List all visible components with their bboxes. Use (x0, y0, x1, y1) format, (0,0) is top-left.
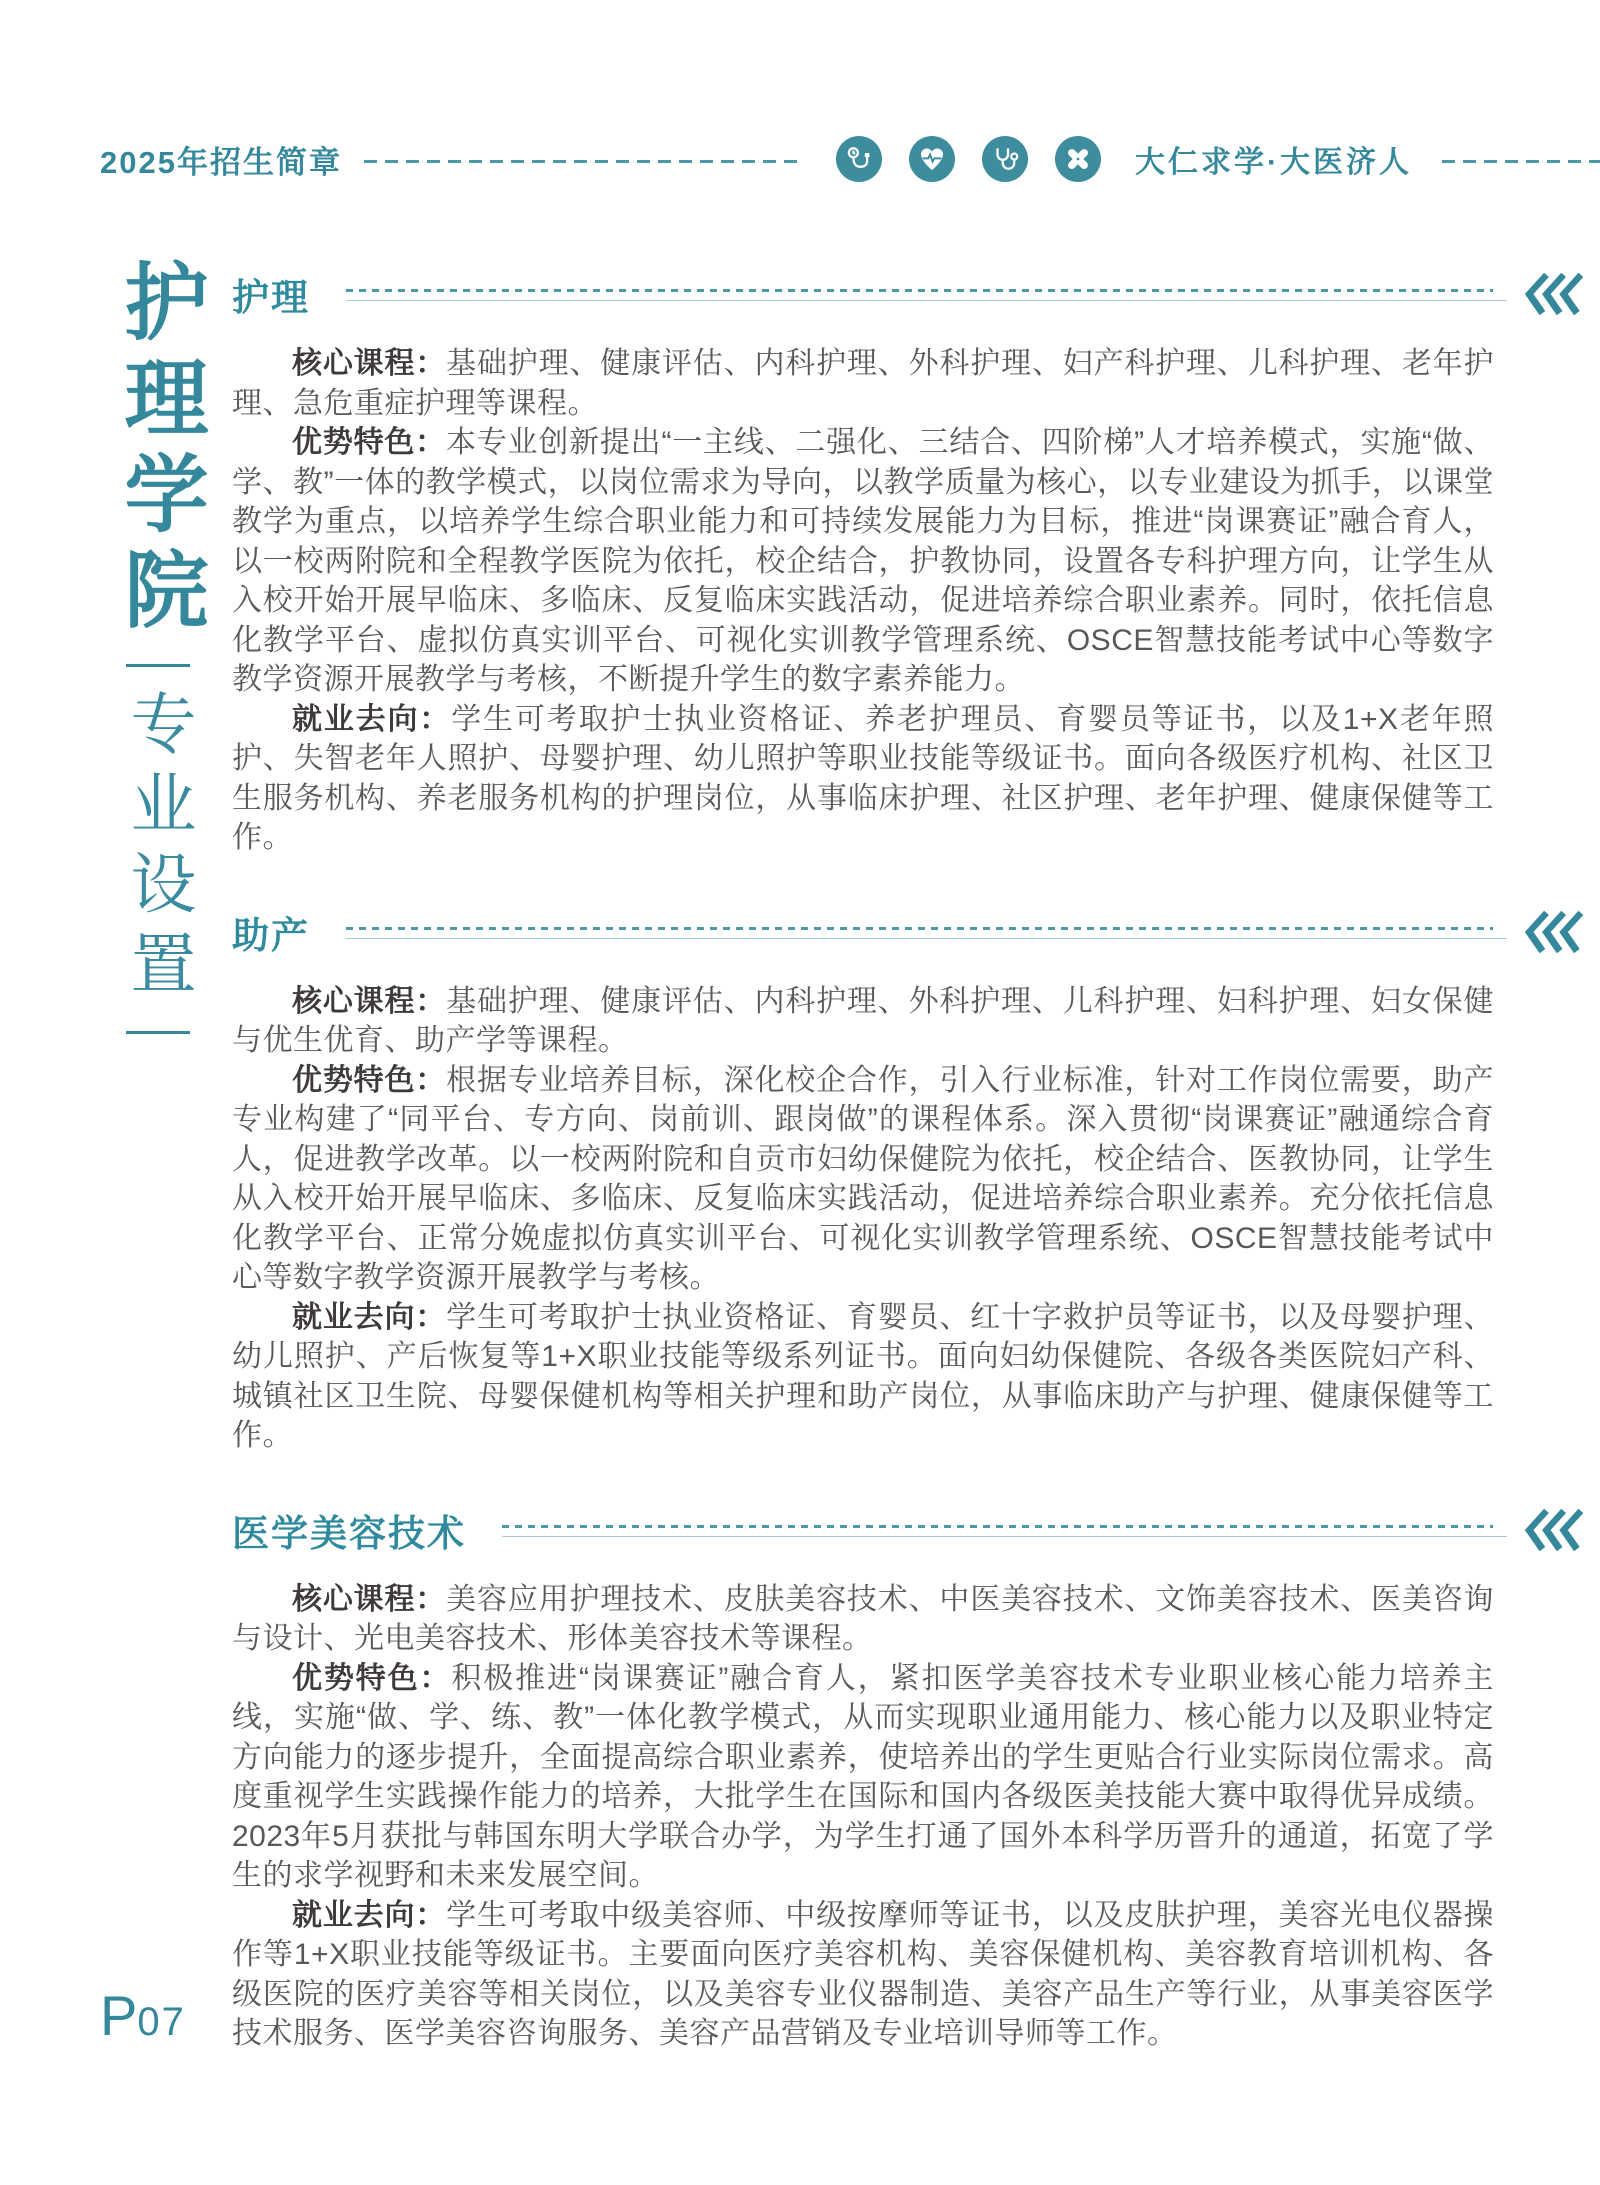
main-content (232, 270, 1585, 2054)
triple-chevron-icon (1521, 272, 1588, 316)
section-header (232, 1506, 1585, 1554)
paragraph-text: 基础护理、健康评估、内科护理、外科护理、妇产科护理、儿科护理、老年护理、急危重症护理等课程。 (232, 347, 1495, 420)
paragraph-label: 核心课程： (292, 1582, 447, 1616)
major-section-medical-cosmetology (232, 1506, 1585, 2054)
college-name-vertical: 护理学院 (112, 258, 205, 642)
paragraph-features (232, 1659, 1494, 1896)
paragraph-text: 学生可考取护士执业资格证、养老护理员、育婴员等证书，以及1+X老年照护、失智老年人照护、母婴护理、幼儿照护等职业技能等级证书。面向各级医疗机构、社区卫生服务机构、养老服务机构的护理岗位，从事临床护理、社区护理、老年护理、健康保健等工作。 (232, 702, 1495, 854)
paragraph-employment (232, 1298, 1494, 1456)
stethoscope-icon (982, 136, 1028, 182)
paragraph-text: 基础护理、健康评估、内科护理、外科护理、儿科护理、妇科护理、妇女保健与优生优育、助产学等课程。 (232, 984, 1495, 1057)
paragraph-label: 就业去向： (292, 1300, 447, 1334)
page-number-value: 07 (137, 1999, 186, 2044)
paragraph-features (232, 1061, 1494, 1298)
paragraph-core-courses (232, 982, 1494, 1061)
header-icon-group (836, 136, 1101, 182)
paragraph-label: 就业去向： (292, 1898, 447, 1932)
paragraph-text: 美容应用护理技术、皮肤美容技术、中医美容技术、文饰美容技术、医美咨询与设计、光电美容技术、形体美容技术等课程。 (232, 1582, 1495, 1655)
paragraph-text: 学生可考取中级美容师、中级按摩师等证书，以及皮肤护理，美容光电仪器操作等1+X职业技能等级证书。主要面向医疗美容机构、美容保健机构、美容教育培训机构、各级医院的医疗美容等相关岗位，以及美容专业仪器制造、美容产品生产等行业，从事美容医学技术服务、医学美容咨询服务、美容产品营销及专业培训导师等工作。 (232, 1898, 1495, 2050)
header-dash-right (1442, 160, 1600, 163)
section-header (232, 908, 1585, 956)
paragraph-label: 优势特色： (292, 1063, 447, 1097)
triple-chevron-icon (1521, 910, 1588, 954)
section-dash-line (346, 289, 1493, 301)
heart-pulse-icon (909, 136, 955, 182)
sidebar-divider-top (126, 664, 190, 667)
sidebar (94, 258, 222, 1056)
paragraph-label: 核心课程： (292, 347, 447, 380)
section-body (232, 982, 1494, 1456)
blood-pressure-monitor-icon (836, 136, 882, 182)
paragraph-text: 本专业创新提出“一主线、二强化、三结合、四阶梯”人才培养模式，实施“做、学、教”一体的教学模式，以岗位需求为导向，以教学质量为核心，以专业建设为抓手，以课堂教学为重点，以培养学生综合职业能力和可持续发展能力为目标，推进“岗课赛证”融合育人，以一校两附院和全程教学医院为依托，校企结合，护教协同，设置各专科护理方向，让学生从入校开始开展早临床、多临床、反复临床实践活动，促进培养综合职业素养。同时，依托信息化教学平台、虚拟仿真实训平台、可视化实训教学管理系统、OSCE智慧技能考试中心等数字教学资源开展教学与考核，不断提升学生的数字素养能力。 (232, 426, 1494, 696)
paragraph-employment (232, 700, 1494, 858)
paragraph-label: 优势特色： (292, 1661, 452, 1695)
major-title: 助产 (232, 914, 310, 956)
major-title: 医学美容技术 (232, 1512, 466, 1554)
header-dash-left (364, 160, 802, 163)
paragraph-label: 优势特色： (292, 426, 446, 459)
page-number-prefix: P (100, 1984, 138, 2047)
section-body (232, 1580, 1494, 2054)
page-number (100, 1984, 186, 2047)
paragraph-text: 学生可考取护士执业资格证、育婴员、红十字救护员等证书，以及母婴护理、幼儿照护、产后恢复等1+X职业技能等级系列证书。面向妇幼保健院、各级各类医院妇产科、城镇社区卫生院、母婴保健机构等相关护理和助产岗位，从事临床助产与护理、健康保健等工作。 (232, 1300, 1495, 1452)
page-theme-vertical: 专业设置 (121, 689, 195, 1009)
school-motto: 大仁求学·大医济人 (1134, 146, 1412, 179)
paragraph-label: 就业去向： (292, 702, 452, 736)
major-title: 护理 (232, 277, 310, 318)
section-dash-line (346, 927, 1493, 939)
paragraph-label: 核心课程： (292, 984, 447, 1018)
paragraph-core-courses (232, 344, 1494, 423)
brochure-title: 2025年招生简章 (100, 144, 342, 180)
section-header (232, 270, 1585, 318)
paragraph-core-courses (232, 1580, 1494, 1659)
section-body (232, 344, 1494, 858)
sidebar-divider-bottom (126, 1031, 190, 1034)
major-section-midwifery (232, 908, 1585, 1456)
page-header (100, 130, 1600, 188)
crossed-bandages-icon (1055, 136, 1101, 182)
triple-chevron-icon (1521, 1508, 1588, 1552)
section-dash-line (502, 1525, 1493, 1537)
paragraph-text: 积极推进“岗课赛证”融合育人，紧扣医学美容技术专业职业核心能力培养主线，实施“做、学、练、教”一体化教学模式，从而实现职业通用能力、核心能力以及职业特定方向能力的逐步提升，全面提高综合职业素养，使培养出的学生更贴合行业实际岗位需求。高度重视学生实践操作能力的培养，大批学生在国际和国内各级医美技能大赛中取得优异成绩。2023年5月获批与韩国东明大学联合办学，为学生打通了国外本科学历晋升的通道，拓宽了学生的求学视野和未来发展空间。 (232, 1661, 1495, 1892)
paragraph-features (232, 423, 1494, 700)
paragraph-text: 根据专业培养目标，深化校企合作，引入行业标准，针对工作岗位需要，助产专业构建了“同平台、专方向、岗前训、跟岗做”的课程体系。深入贯彻“岗课赛证”融通综合育人，促进教学改革。以一校两附院和自贡市妇幼保健院为依托，校企结合、医教协同，让学生从入校开始开展早临床、多临床、反复临床实践活动，促进培养综合职业素养。充分依托信息化教学平台、正常分娩虚拟仿真实训平台、可视化实训教学管理系统、OSCE智慧技能考试中心等数字教学资源开展教学与考核。 (232, 1063, 1495, 1294)
major-section-nursing (232, 270, 1585, 858)
paragraph-employment (232, 1896, 1494, 2054)
